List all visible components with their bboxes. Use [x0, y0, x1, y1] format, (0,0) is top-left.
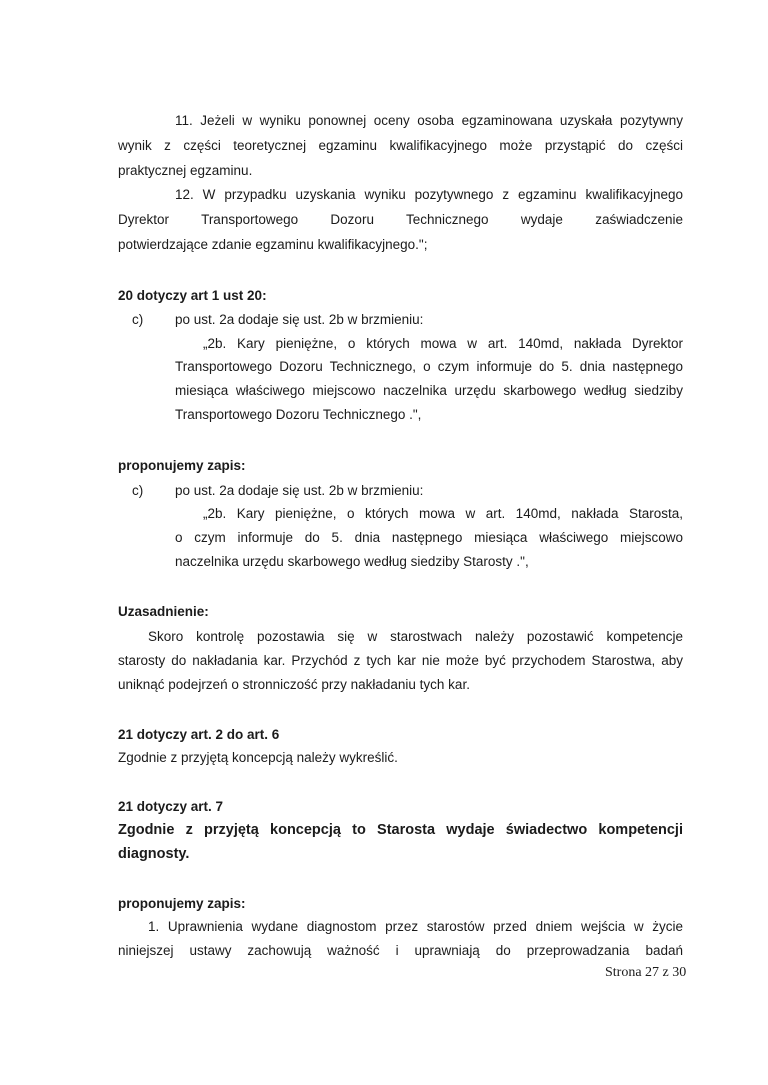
list-item-label: c)	[132, 483, 144, 498]
quote-line: o czym informuje do 5. dnia następnego miesiąca właściwego miejscowo	[175, 530, 683, 545]
list-item-text: po ust. 2a dodaje się ust. 2b w brzmieniu:	[175, 483, 424, 498]
section-heading: 20 dotyczy art 1 ust 20:	[118, 288, 267, 303]
quote-line: Transportowego Dozoru Technicznego, o czym informuje do 5. dnia następnego	[175, 359, 683, 374]
quote-line: miesiąca właściwego miejscowo naczelnika urzędu skarbowego według siedziby	[175, 383, 683, 398]
quote-line: „2b. Kary pieniężne, o których mowa w art. 140md, nakłada Starosta,	[203, 506, 683, 521]
paragraph-line: Skoro kontrolę pozostawia się w starostwach należy pozostawić kompetencje	[148, 629, 683, 644]
proposal-heading: proponujemy zapis:	[118, 896, 246, 911]
emphasized-line: Zgodnie z przyjętą koncepcją to Starosta wydaje świadectwo kompetencji	[118, 822, 683, 838]
quote-line: naczelnika urzędu skarbowego według siedziby Starosty .",	[175, 554, 529, 569]
paragraph-line: 11. Jeżeli w wyniku ponownej oceny osoba egzaminowana uzyskała pozytywny	[175, 113, 683, 128]
paragraph-line: starosty do nakładania kar. Przychód z tych kar nie może być przychodem Starostwa, aby	[118, 653, 683, 668]
paragraph-line: praktycznej egzaminu.	[118, 163, 253, 178]
section-heading: 21 dotyczy art. 7	[118, 799, 224, 814]
paragraph-line: potwierdzające zdanie egzaminu kwalifikacyjnego.";	[118, 237, 428, 252]
quote-line: „2b. Kary pieniężne, o których mowa w art. 140md, nakłada Dyrektor	[203, 336, 683, 351]
paragraph-line: uniknąć podejrzeń o stronniczość przy nakładaniu tych kar.	[118, 677, 470, 692]
paragraph-line: niniejszej ustawy zachowują ważność i uprawniają do przeprowadzania badań	[118, 943, 683, 958]
paragraph-line: wynik z części teoretycznej egzaminu kwalifikacyjnego może przystąpić do części	[118, 138, 683, 153]
list-item-label: c)	[132, 312, 144, 327]
paragraph-line: 12. W przypadku uzyskania wyniku pozytywnego z egzaminu kwalifikacyjnego	[175, 187, 683, 202]
page-number: Strona 27 z 30	[605, 965, 687, 980]
list-item-text: po ust. 2a dodaje się ust. 2b w brzmieniu:	[175, 312, 424, 327]
justification-heading: Uzasadnienie:	[118, 604, 209, 619]
emphasized-line: diagnosty.	[118, 846, 190, 862]
section-heading: 21 dotyczy art. 2 do art. 6	[118, 727, 280, 742]
paragraph-line: Zgodnie z przyjętą koncepcją należy wykreślić.	[118, 750, 398, 765]
proposal-heading: proponujemy zapis:	[118, 458, 246, 473]
paragraph-line: Dyrektor Transportowego Dozoru Technicznego wydaje zaświadczenie	[118, 212, 683, 227]
paragraph-line: 1. Uprawnienia wydane diagnostom przez starostów przed dniem wejścia w życie	[148, 919, 683, 934]
quote-line: Transportowego Dozoru Technicznego .",	[175, 407, 422, 422]
